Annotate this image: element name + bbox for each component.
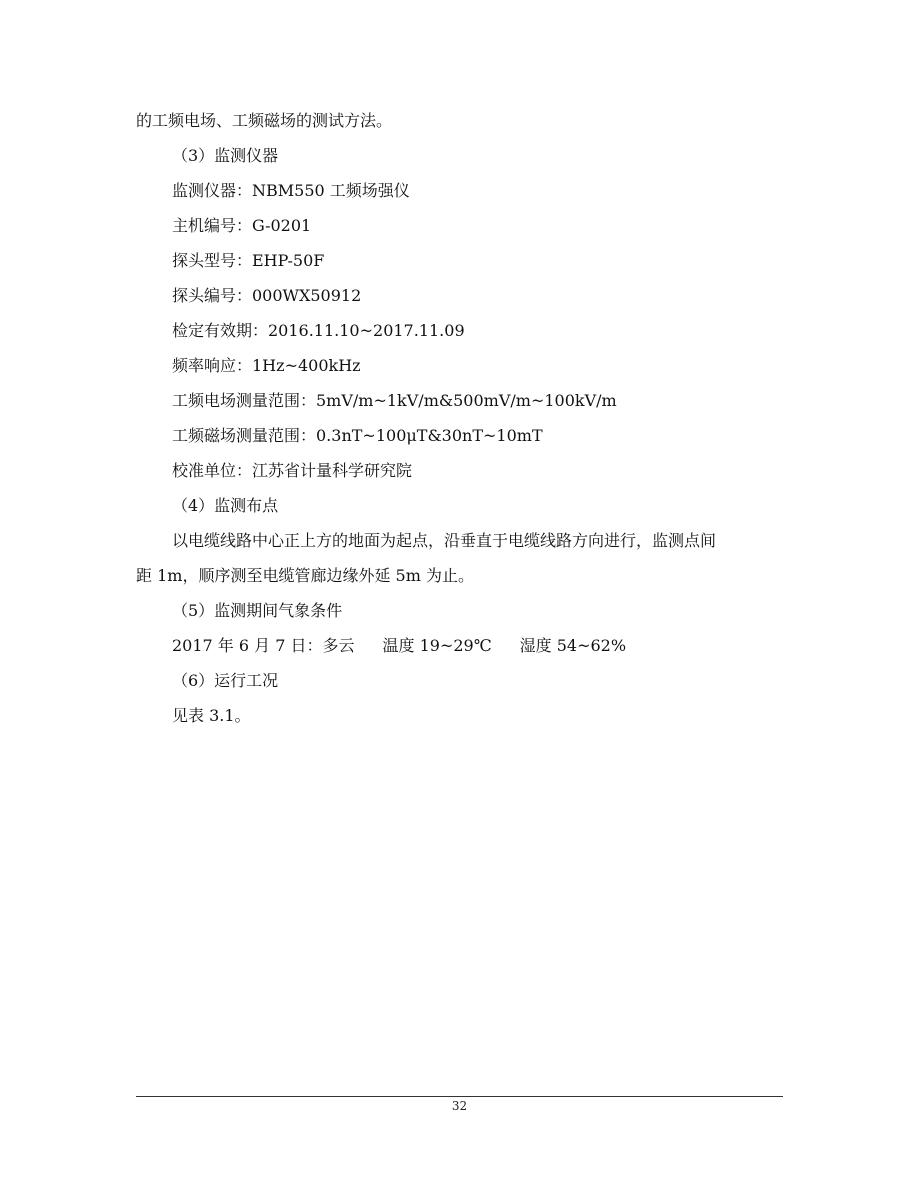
layout-heading: （4）监测布点 <box>172 496 279 515</box>
frequency-response: 频率响应：1Hz~400kHz <box>172 356 361 375</box>
calibration-validity: 检定有效期：2016.11.10~2017.11.09 <box>172 321 465 340</box>
layout-paragraph-line-1: 以电缆线路中心正上方的地面为起点，沿垂直于电缆线路方向进行，监测点间 <box>172 531 717 550</box>
weather-temperature: 温度 19~29℃ <box>382 636 492 655</box>
layout-paragraph-line-2: 距 1m，顺序测至电缆管廊边缘外延 5m 为止。 <box>136 566 474 585</box>
weather-date: 2017 年 6 月 7 日：多云 <box>172 636 355 655</box>
calibration-unit: 校准单位：江苏省计量科学研究院 <box>172 461 413 480</box>
instrument-heading: （3）监测仪器 <box>172 146 279 165</box>
operation-heading: （6）运行工况 <box>172 671 279 690</box>
host-serial: 主机编号：G-0201 <box>172 216 312 235</box>
body-text <box>136 103 783 733</box>
electric-field-range: 工频电场测量范围：5mV/m~1kV/m&500mV/m~100kV/m <box>172 391 617 410</box>
continuation-line: 的工频电场、工频磁场的测试方法。 <box>136 111 393 130</box>
probe-serial: 探头编号：000WX50912 <box>172 286 362 305</box>
weather-heading: （5）监测期间气象条件 <box>172 601 343 620</box>
magnetic-field-range: 工频磁场测量范围：0.3nT~100μT&30nT~10mT <box>172 426 543 445</box>
weather-humidity: 湿度 54~62% <box>519 636 627 655</box>
weather-line <box>136 628 783 663</box>
footer-divider <box>136 1096 783 1097</box>
probe-model: 探头型号：EHP-50F <box>172 251 325 270</box>
instrument-model: 监测仪器：NBM550 工频场强仪 <box>172 181 410 200</box>
page-number: 32 <box>451 1099 468 1113</box>
operation-text: 见表 3.1。 <box>172 706 251 725</box>
